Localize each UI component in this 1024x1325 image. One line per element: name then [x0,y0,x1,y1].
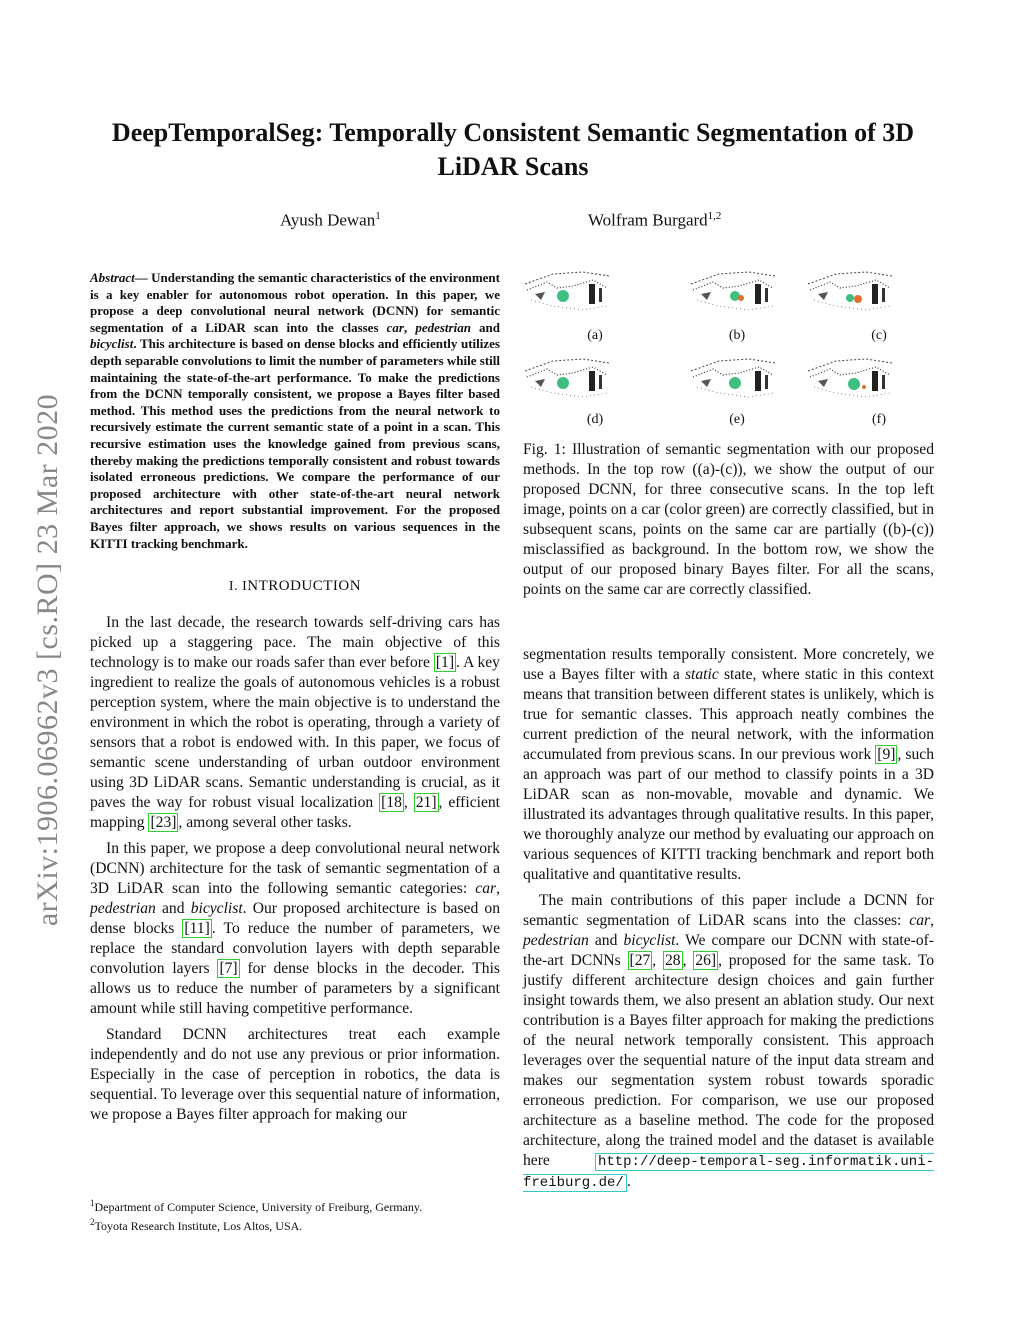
title-line-2: LiDAR Scans [437,152,589,181]
scan-image-f [806,353,898,409]
citation-link[interactable]: [9] [877,746,896,763]
subfigure-label-c: (c) [871,328,887,343]
citation-link[interactable]: 26] [695,952,717,969]
paragraph-3: Standard DCNN architectures treat each example independently and do not use any previous or prior information. Especially in the case of perception in robotics, the data is sequential. To leverage over this sequential nature of information, we propose a Bayes filter approach for making our [90,1026,500,1124]
footnote-1: $^1$Department of Computer Science, University of Freiburg, Germany. [90,1198,423,1214]
scan-image-b [689,266,781,322]
paper-title [80,116,946,184]
footnote-2: $^2$Toyota Research Institute, Los Altos, USA. [90,1217,303,1233]
title-line-1: DeepTemporalSeg: Temporally Consistent Semantic Segmentation of 3D [111,118,915,147]
citation-link[interactable]: [27 [629,952,651,969]
subfigure-label-f: (f) [872,412,886,427]
figure-1 [523,266,934,436]
scan-image-e [689,353,781,409]
citation-link[interactable]: [11] [184,920,210,938]
section-heading: I. INTRODUCTION [228,578,362,595]
left-column [90,270,500,1131]
subfigure-label-d: (d) [586,412,604,427]
citation-link[interactable]: [18 [381,794,402,812]
scan-image-d [523,353,615,409]
scan-image-a [523,266,615,322]
code-url-link[interactable]: http://deep-temporal-seg.informatik.uni-freiburg.de/ [523,1154,934,1191]
subfigure-label-a: (a) [587,328,603,343]
paragraph-4: segmentation results temporally consistent. More concretely, we use a Bayes filter with a static state, where static in this context means that transition between different states is unlikely, which is true for semantic classes. This approach neatly combines the current prediction of the neural network, with the information accumulated from previous scans. In our previous work [9] , such an approach was part of our method to classify points in a 3D LiDAR scan as non-movable, movable and dynamic. We illustrated its advantages through qualitative results. In this paper, we thoroughly analyze our method by evaluating our approach on various sequences of KITTI tracking benchmark and report both qualitative and quantitative results. [523,646,934,883]
paragraph-1: In the last decade, the research towards self-driving cars has picked up a staggering pace. The main objective of this technology is to make our roads safer than ever before [1] . A key ingredient to realize the goals of autonomous vehicles is a robust perception system, where the main objective is to understand the environment in which the robot is operating, through a variety of sensors that a robot is endowed with. In this paper, we focus of semantic scene understanding of urban outdoor environment using 3D LiDAR scans. Semantic understanding is crucial, as it paves the way for robust visual localization [18 , 21] , efficient mapping [23] , among several other tasks. [90,614,501,832]
abstract: Abstract— Understanding the semantic characteristics of the environment is a key enabler for autonomous robot operation. In this paper, we propose a deep convolutional neural network (DCNN) for semantic segmentation of a LiDAR scan into the classes car, pedestrian and bicyclist. This architecture is based on dense blocks and efficiently utilizes depth separable convolutions to limit the number of parameters while still maintaining the state-of-the-art performance. To make the predictions from the DCNN temporally consistent, we propose a Bayes filter based method. This method uses the predictions from the neural network to recursively estimate the current semantic state of a point in a scan. This recursive estimation uses the knowledge gained from previous scans, thereby making the predictions temporally consistent and robust towards isolated erroneous predictions. We compare the performance of our proposed architecture with other state-of-the-art neural network architectures and report substantial improvement. For the proposed Bayes filter approach, we shows results on various sequences in the KITTI tracking benchmark. [90,270,501,551]
footnotes [90,1196,510,1234]
citation-link[interactable]: 21] [415,794,437,812]
citation-link[interactable]: [7] [219,960,238,978]
citation-link[interactable]: 28 [664,952,681,969]
citation-link[interactable]: [1] [435,654,455,672]
right-column [523,645,934,1199]
author-2: Wolfram Burgard$^{1,2}$ [588,210,722,230]
paragraph-2: In this paper, we propose a deep convolutional neural network (DCNN) architecture for the task of semantic segmentation of a 3D LiDAR scan into the following semantic categories: car, pedestrian and bicyclist. Our proposed architecture is based on dense blocks [11] . To reduce the number of parameters, we replace the standard convolution layers with depth separable convolution layers [7] for dense blocks in the decoder. This allows us to reduce the number of parameters by a significant amount while still having competitive performance. [90,840,501,1018]
citation-link[interactable]: [23] [150,814,177,832]
scan-image-c [806,266,898,322]
subfigure-label-e: (e) [729,412,745,427]
paragraph-5: The main contributions of this paper include a DCNN for semantic segmentation of LiDAR scans into the classes: car, pedestrian and bicyclist. We compare our DCNN with state-of-the-art DCNNs [27 , 28 , 26] , proposed for the same task. To justify different architecture design choices and gain further insight towards them, we also present an ablation study. Our next contribution is a Bayes filter approach for making the predictions of the neural network temporally consistent. This approach leverages over the sequential nature of the input data stream and makes our segmentation system robust towards sporadic erroneous prediction. For comparison, we use our proposed architecture as a baseline method. The code for the proposed architecture, along the trained model and the dataset is available here http://deep-temporal-seg.informatik.uni-freiburg.de/ . [523,892,935,1191]
subfigure-label-b: (b) [728,328,746,343]
arxiv-stamp: arXiv:1906.06962v3 [cs.RO] 23 Mar 2020 [31,393,64,927]
author-1: Ayush Dewan$^1$ [280,210,381,230]
figure-caption: Fig. 1: Illustration of semantic segmentation with our proposed methods. In the top row ((a)-(c)), we show the output of our proposed DCNN, for three consecutive scans. In the top left image, points on a car (color green) are correctly classified, but in subsequent scans, points on the same car are partially ((b)-(c)) misclassified as background. In the bottom row, we show the output of our proposed binary Bayes filter. For all the scans, points on the same car are correctly classified. [523,441,934,598]
